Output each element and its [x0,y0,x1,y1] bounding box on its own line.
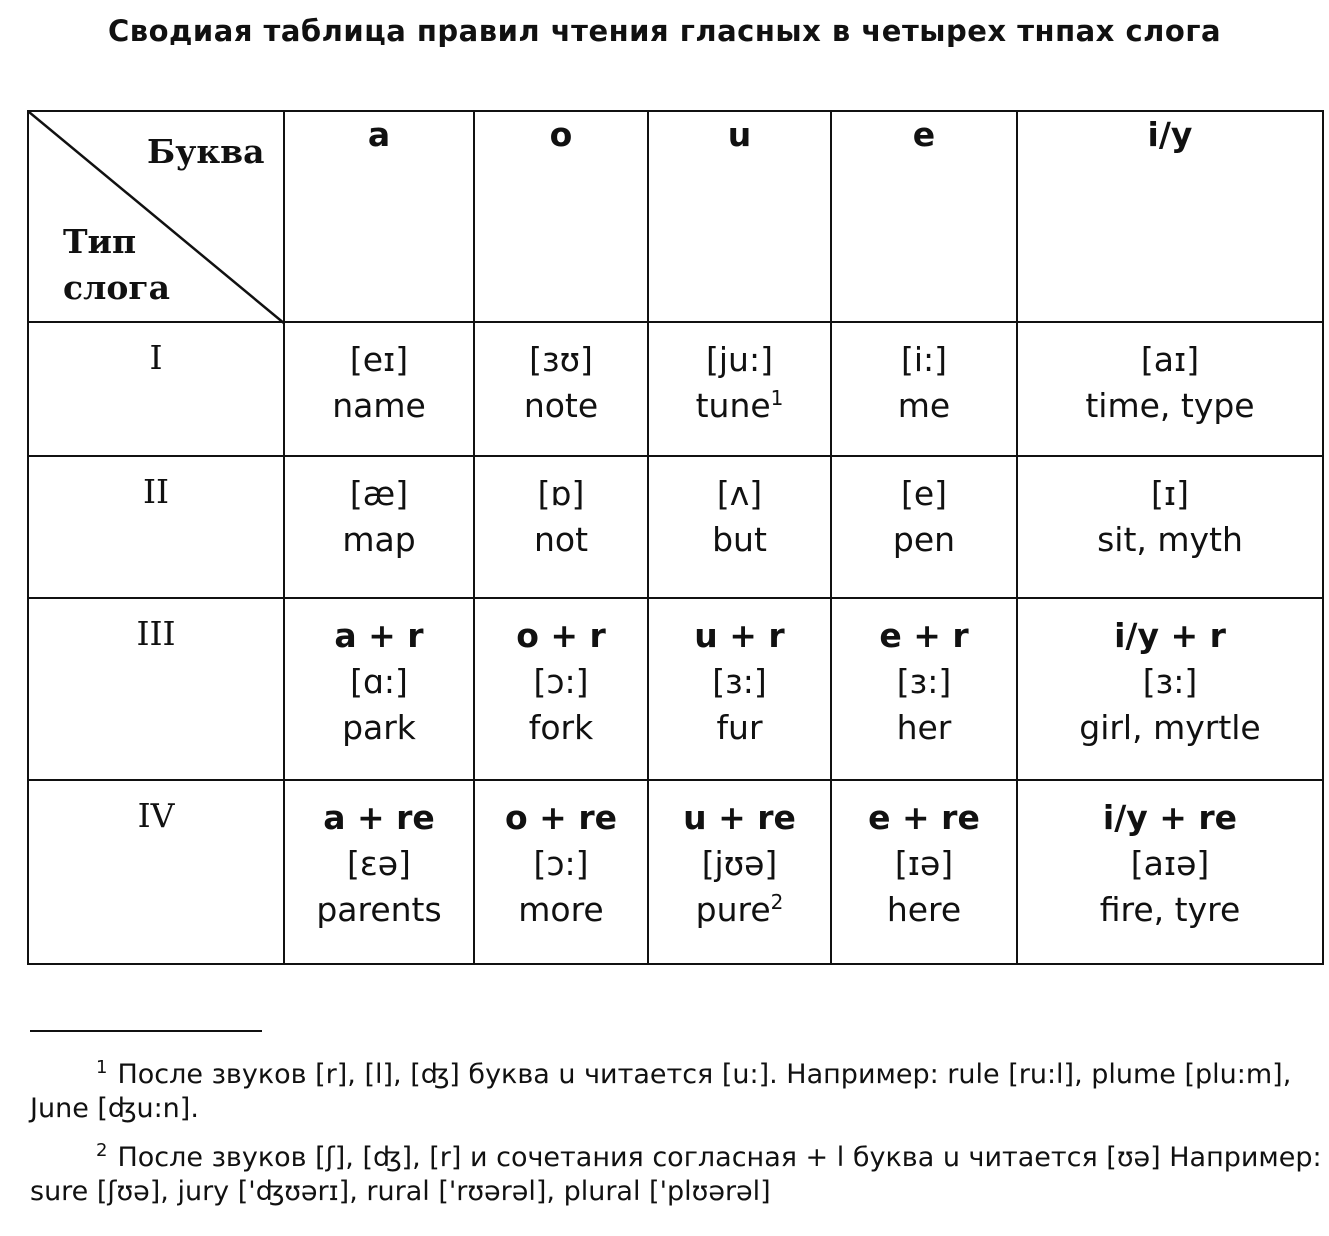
example-word: fur [716,708,763,747]
table-cell [1017,456,1323,598]
footnote-2 [30,1141,1326,1209]
table-cell [474,780,648,964]
sound: [ɔ:] [533,662,589,701]
example-word: her [896,708,952,747]
spelling-rule: o + re [505,798,617,837]
table-cell [831,598,1017,780]
example-word: not [533,520,589,559]
example-word: pen [892,520,956,559]
table-row [28,322,1323,456]
table-cell [284,322,474,456]
header-row [28,111,1323,322]
footnote-number: 1 [96,1057,108,1078]
page-title: Сводиая таблица правил чтения гласных в четырех тнпах слога [107,14,1222,48]
table-cell [284,456,474,598]
spelling-rule: i/y + re [1102,798,1238,837]
syllable-type: II [28,456,284,598]
table-cell [284,780,474,964]
sound: [ʌ] [716,474,763,513]
sound: [ɛə] [347,844,411,883]
spelling-rule: o + r [516,616,606,655]
example-word: tune [695,386,771,425]
table-row [28,598,1323,780]
sound: [з:] [896,662,952,701]
table-cell [1017,322,1323,456]
table-cell [1017,780,1323,964]
sound: [i:] [900,340,948,379]
sound: [aɪə] [1130,844,1210,883]
table-cell [1017,598,1323,780]
footnote-text: После звуков [ʃ], [ʤ], [r] и сочетания согласная + l буква u читается [ʊə] Например: sure [ʃʊə], jury ['ʤʊərɪ], rural ['rʊərəl], plural ['plʊərəl] [30,1142,1322,1207]
example-word: parents [316,890,442,929]
table-cell [474,322,648,456]
sound: [ɪə] [894,844,954,883]
letter-header: e [831,111,1017,322]
spelling-rule: u + r [694,616,785,655]
example-word: map [342,520,416,559]
corner-cell [28,111,284,322]
corner-label-type: Тип [63,222,137,261]
sound: [aɪ] [1140,340,1200,379]
example-word: note [523,386,599,425]
letter-header: o [474,111,648,322]
example-word: sit, myth [1097,520,1243,559]
table-cell [648,322,831,456]
example-word: fire, tyre [1099,890,1241,929]
example-word: park [342,708,416,747]
corner-label-syllable: слога [63,268,170,307]
table-cell [474,598,648,780]
footnote-number: 2 [96,1140,108,1161]
table-cell [648,456,831,598]
syllable-type: I [28,322,284,456]
sound: [eɪ] [349,340,409,379]
table-cell [831,780,1017,964]
example-word: me [897,386,951,425]
example-word: here [886,890,962,929]
example-word: girl, myrtle [1079,708,1261,747]
example-word: time, type [1085,386,1255,425]
footnote-divider [30,1030,262,1032]
vowel-rules-table [27,110,1324,965]
example-word: but [712,520,767,559]
sound: [e] [900,474,948,513]
example-word: fork [528,708,594,747]
spelling-rule: i/y + r [1114,616,1226,655]
corner-label-letter: Буква [147,132,265,171]
table-row [28,456,1323,598]
sound: [зʊ] [529,340,593,379]
example-word: pure [695,890,771,929]
spelling-rule: e + r [879,616,969,655]
spelling-rule: e + re [868,798,980,837]
sound: [ɪ] [1150,474,1189,513]
footnote-1 [30,1058,1326,1126]
footnote-text: После звуков [r], [l], [ʤ] буква u читается [u:]. Например: rule [ru:l], plume [plu:m], June [ʤu:n]. [30,1059,1292,1124]
spelling-rule: a + r [334,616,424,655]
letter-header: a [284,111,474,322]
sound: [ɔ:] [533,844,589,883]
example-word: name [332,386,426,425]
syllable-type: III [28,598,284,780]
spelling-rule: u + re [683,798,796,837]
table-cell [831,456,1017,598]
letter-header: i/y [1017,111,1323,322]
footnote-ref: 2 [770,890,784,914]
table-cell [831,322,1017,456]
table-cell [648,598,831,780]
table-cell [474,456,648,598]
letter-header: u [648,111,831,322]
table-cell [648,780,831,964]
sound: [æ] [349,474,409,513]
sound: [з:] [1142,662,1198,701]
example-word: more [518,890,604,929]
sound: [ɑ:] [350,662,408,701]
table-row [28,780,1323,964]
spelling-rule: a + re [323,798,435,837]
sound: [з:] [712,662,767,701]
sound: [ju:] [706,340,773,379]
sound: [jʊə] [701,844,778,883]
table-cell [284,598,474,780]
footnote-ref: 1 [770,386,784,410]
sound: [ɒ] [537,474,585,513]
syllable-type: IV [28,780,284,964]
